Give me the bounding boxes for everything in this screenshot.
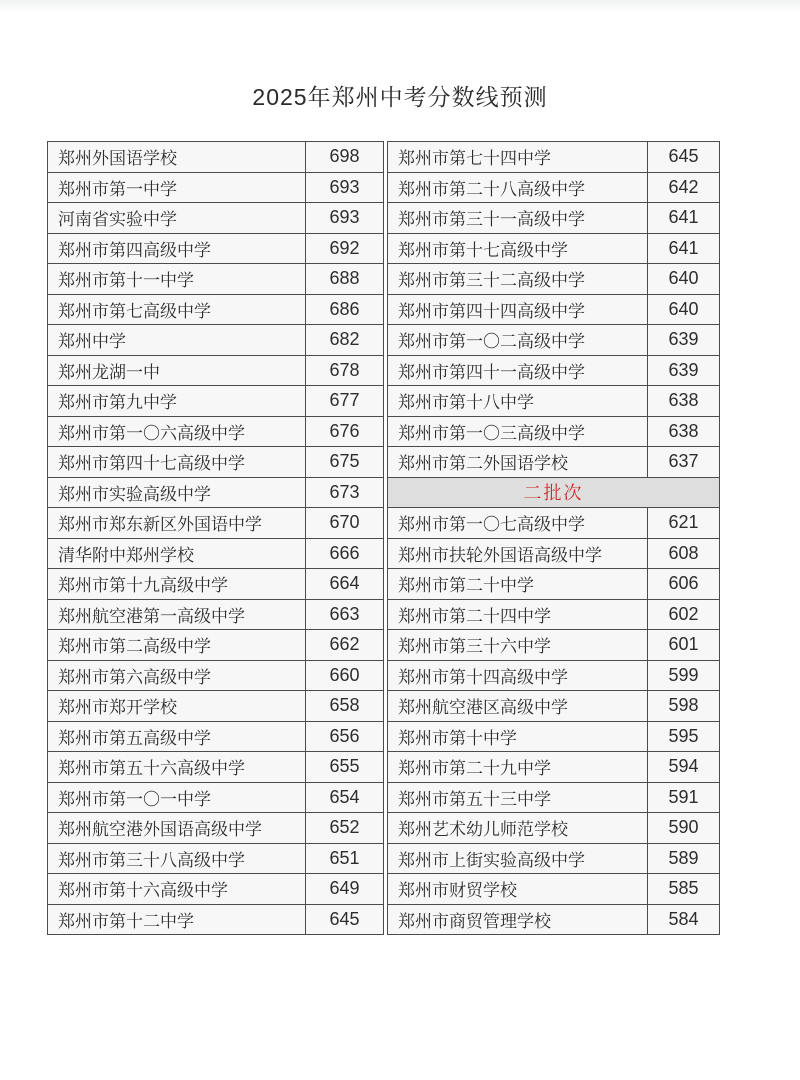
school-score: 642 [648, 172, 720, 203]
school-name: 郑州市第一〇二高级中学 [388, 325, 648, 356]
school-name: 郑州市第二十九中学 [388, 752, 648, 783]
school-score: 670 [306, 508, 384, 539]
school-score: 698 [306, 142, 384, 173]
school-score: 641 [648, 233, 720, 264]
table-row [48, 172, 384, 203]
school-name: 郑州外国语学校 [48, 142, 306, 173]
table-row [388, 660, 720, 691]
school-name: 郑州市第十中学 [388, 721, 648, 752]
school-name: 郑州市第十一中学 [48, 264, 306, 295]
school-score: 608 [648, 538, 720, 569]
table-row [48, 813, 384, 844]
school-name: 郑州市第二十中学 [388, 569, 648, 600]
school-score: 585 [648, 874, 720, 905]
school-name: 郑州市第一〇一中学 [48, 782, 306, 813]
school-name: 郑州市第十七高级中学 [388, 233, 648, 264]
school-score: 589 [648, 843, 720, 874]
school-name: 郑州市第十八中学 [388, 386, 648, 417]
school-score: 651 [306, 843, 384, 874]
school-score: 641 [648, 203, 720, 234]
school-score: 656 [306, 721, 384, 752]
table-row [388, 569, 720, 600]
school-name: 郑州市第三十六中学 [388, 630, 648, 661]
table-row [388, 142, 720, 173]
table-row [48, 721, 384, 752]
table-row [48, 386, 384, 417]
school-score: 682 [306, 325, 384, 356]
table-row [48, 599, 384, 630]
school-name: 郑州市第四高级中学 [48, 233, 306, 264]
school-score: 693 [306, 172, 384, 203]
school-score: 675 [306, 447, 384, 478]
school-name: 郑州航空港外国语高级中学 [48, 813, 306, 844]
school-score: 594 [648, 752, 720, 783]
school-score: 599 [648, 660, 720, 691]
school-score: 606 [648, 569, 720, 600]
school-score: 591 [648, 782, 720, 813]
table-row [48, 264, 384, 295]
table-row [388, 264, 720, 295]
school-name: 郑州市第一中学 [48, 172, 306, 203]
table-row [48, 691, 384, 722]
table-row [388, 843, 720, 874]
school-name: 郑州市第五十六高级中学 [48, 752, 306, 783]
table-row [388, 447, 720, 478]
school-score: 639 [648, 355, 720, 386]
school-score: 688 [306, 264, 384, 295]
school-name: 郑州市上街实验高级中学 [388, 843, 648, 874]
table-row [48, 843, 384, 874]
school-score: 678 [306, 355, 384, 386]
school-name: 郑州市郑开学校 [48, 691, 306, 722]
school-score: 662 [306, 630, 384, 661]
school-name: 郑州艺术幼儿师范学校 [388, 813, 648, 844]
school-score: 621 [648, 508, 720, 539]
school-score: 601 [648, 630, 720, 661]
table-row [388, 813, 720, 844]
table-row [48, 416, 384, 447]
school-name: 郑州市第四十一高级中学 [388, 355, 648, 386]
school-score: 638 [648, 416, 720, 447]
table-row [388, 325, 720, 356]
school-name: 郑州市扶轮外国语高级中学 [388, 538, 648, 569]
school-name: 郑州市实验高级中学 [48, 477, 306, 508]
table-row [48, 752, 384, 783]
school-score: 645 [306, 904, 384, 935]
table-row [388, 355, 720, 386]
school-score: 677 [306, 386, 384, 417]
school-score: 654 [306, 782, 384, 813]
school-score: 693 [306, 203, 384, 234]
score-table-right [387, 141, 720, 935]
table-row [48, 142, 384, 173]
school-name: 郑州市第九中学 [48, 386, 306, 417]
score-table-first-batch-left [47, 141, 384, 935]
school-name: 郑州市第一〇三高级中学 [388, 416, 648, 447]
table-row [48, 325, 384, 356]
school-score: 664 [306, 569, 384, 600]
table-row [388, 386, 720, 417]
batch2-header: 二批次 [388, 477, 720, 508]
school-name: 郑州市第十九高级中学 [48, 569, 306, 600]
school-score: 660 [306, 660, 384, 691]
school-score: 598 [648, 691, 720, 722]
school-name: 郑州市第三十二高级中学 [388, 264, 648, 295]
score-tables [47, 141, 800, 935]
school-score: 602 [648, 599, 720, 630]
table-row [388, 416, 720, 447]
table-row [388, 172, 720, 203]
school-name: 河南省实验中学 [48, 203, 306, 234]
school-score: 676 [306, 416, 384, 447]
school-score: 584 [648, 904, 720, 935]
table-row [48, 630, 384, 661]
school-name: 郑州市第五十三中学 [388, 782, 648, 813]
school-name: 郑州市商贸管理学校 [388, 904, 648, 935]
school-name: 郑州市郑东新区外国语中学 [48, 508, 306, 539]
table-row [388, 294, 720, 325]
school-name: 郑州中学 [48, 325, 306, 356]
school-score: 590 [648, 813, 720, 844]
school-name: 郑州市第十二中学 [48, 904, 306, 935]
school-name: 郑州市第一〇七高级中学 [388, 508, 648, 539]
table-row [388, 599, 720, 630]
school-score: 595 [648, 721, 720, 752]
table-row [48, 782, 384, 813]
table-row [388, 752, 720, 783]
table-row [388, 508, 720, 539]
table-row [48, 660, 384, 691]
table-row [48, 294, 384, 325]
table-row [48, 904, 384, 935]
school-name: 郑州市第二高级中学 [48, 630, 306, 661]
table-row [388, 691, 720, 722]
school-score: 663 [306, 599, 384, 630]
page-title: 2025年郑州中考分数线预测 [252, 84, 548, 110]
school-score: 658 [306, 691, 384, 722]
school-score: 637 [648, 447, 720, 478]
school-score: 640 [648, 264, 720, 295]
table-row [48, 569, 384, 600]
school-name: 郑州市第七高级中学 [48, 294, 306, 325]
batch2-header-row [388, 477, 720, 508]
table-row [388, 538, 720, 569]
table-row [48, 233, 384, 264]
school-name: 清华附中郑州学校 [48, 538, 306, 569]
school-score: 645 [648, 142, 720, 173]
table-row [48, 508, 384, 539]
table-row [48, 447, 384, 478]
school-score: 686 [306, 294, 384, 325]
table-row [48, 538, 384, 569]
table-row [48, 477, 384, 508]
school-name: 郑州市第二外国语学校 [388, 447, 648, 478]
school-score: 638 [648, 386, 720, 417]
school-name: 郑州龙湖一中 [48, 355, 306, 386]
table-row [388, 782, 720, 813]
school-name: 郑州市财贸学校 [388, 874, 648, 905]
school-score: 649 [306, 874, 384, 905]
school-name: 郑州市第五高级中学 [48, 721, 306, 752]
top-gradient-band [0, 0, 800, 13]
school-score: 673 [306, 477, 384, 508]
school-name: 郑州市第十六高级中学 [48, 874, 306, 905]
school-name: 郑州航空港第一高级中学 [48, 599, 306, 630]
school-score: 692 [306, 233, 384, 264]
table-row [48, 355, 384, 386]
school-score: 655 [306, 752, 384, 783]
table-row [48, 203, 384, 234]
table-row [388, 904, 720, 935]
school-score: 666 [306, 538, 384, 569]
school-name: 郑州市第三十八高级中学 [48, 843, 306, 874]
table-row [388, 721, 720, 752]
school-name: 郑州市第三十一高级中学 [388, 203, 648, 234]
school-name: 郑州市第四十四高级中学 [388, 294, 648, 325]
school-score: 640 [648, 294, 720, 325]
table-row [48, 874, 384, 905]
table-row [388, 874, 720, 905]
school-name: 郑州市第二十四中学 [388, 599, 648, 630]
school-name: 郑州市第七十四中学 [388, 142, 648, 173]
school-name: 郑州航空港区高级中学 [388, 691, 648, 722]
school-name: 郑州市第四十七高级中学 [48, 447, 306, 478]
table-row [388, 233, 720, 264]
school-name: 郑州市第二十八高级中学 [388, 172, 648, 203]
school-name: 郑州市第六高级中学 [48, 660, 306, 691]
table-row [388, 203, 720, 234]
school-score: 639 [648, 325, 720, 356]
table-row [388, 630, 720, 661]
school-score: 652 [306, 813, 384, 844]
school-name: 郑州市第十四高级中学 [388, 660, 648, 691]
school-name: 郑州市第一〇六高级中学 [48, 416, 306, 447]
